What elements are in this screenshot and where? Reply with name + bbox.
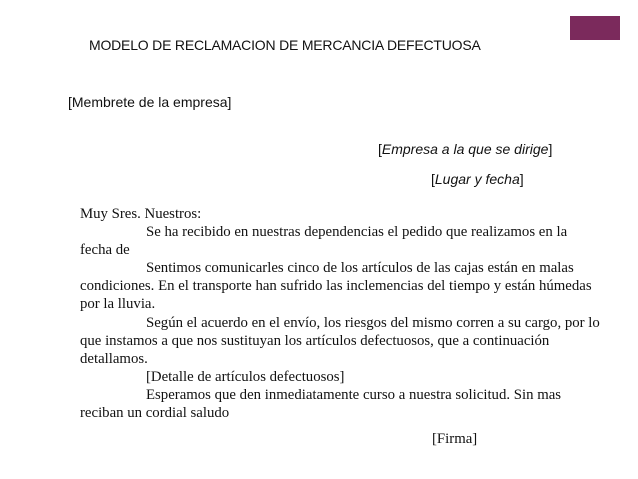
letterhead-placeholder: [Membrete de la empresa] (68, 94, 232, 110)
page-title: MODELO DE RECLAMACION DE MERCANCIA DEFECTUOSA (89, 37, 481, 53)
place-date-open-bracket: [ (431, 171, 435, 187)
paragraph-damaged-items: Sentimos comunicarles cinco de los artículos de las cajas están en malas condiciones. En el transporte han sufrido las inclemencias del tiempo y están húmedas por la lluvia. (80, 260, 592, 313)
signature-placeholder: [Firma] (432, 431, 478, 447)
recipient-close-bracket: ] (548, 141, 553, 157)
place-date-placeholder (431, 171, 524, 187)
defective-items-placeholder: [Detalle de artículos defectuosos] (146, 368, 345, 385)
paragraph-replacement-request: Según el acuerdo en el envío, los riesgos del mismo corren a su cargo, por lo que instamos a que nos sustituyan los artículos defectuosos, que a continuación detallamos. (80, 314, 600, 367)
accent-block (570, 16, 620, 40)
recipient-open-bracket: [ (378, 141, 382, 157)
place-date-close-bracket: ] (519, 171, 524, 187)
paragraph-closing: Esperamos que den inmediatamente curso a nuestra solicitud. Sin mas reciban un cordial saludo (80, 386, 562, 422)
recipient-placeholder (378, 141, 552, 157)
recipient-text: Empresa a la que se dirige (381, 141, 549, 157)
place-date-text: Lugar y fecha (434, 171, 520, 187)
salutation: Muy Sres. Nuestros: (80, 206, 202, 222)
letter-body (80, 205, 600, 422)
paragraph-received-order: Se ha recibido en nuestras dependencias el pedido que realizamos en la fecha de (80, 224, 568, 259)
